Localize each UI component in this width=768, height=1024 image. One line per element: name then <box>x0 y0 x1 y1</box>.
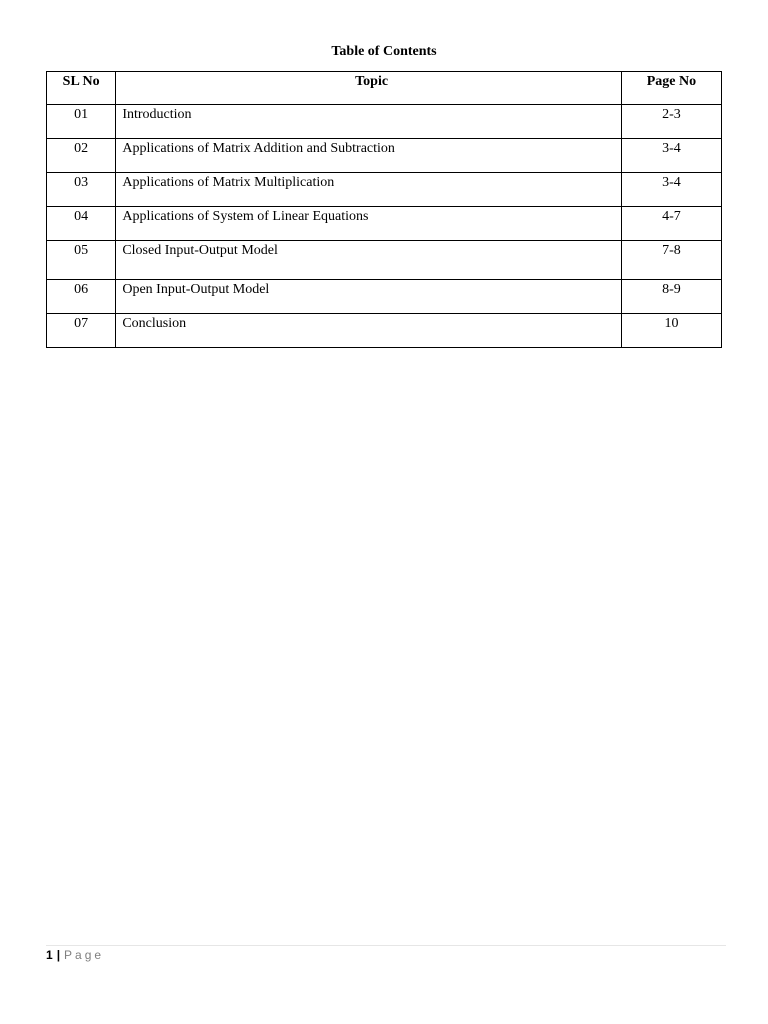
sl-no-cell: 06 <box>47 280 116 314</box>
page-no-cell: 8-9 <box>621 280 721 314</box>
topic-cell: Applications of Matrix Addition and Subtraction <box>116 139 622 173</box>
page-no-cell: 10 <box>621 314 721 348</box>
table-header-row <box>47 72 722 105</box>
topic-cell: Applications of System of Linear Equations <box>116 207 622 241</box>
sl-no-cell: 07 <box>47 314 116 348</box>
page-no-cell: 4-7 <box>621 207 721 241</box>
page-title: Table of Contents <box>331 44 437 59</box>
table-row <box>47 139 722 173</box>
table-row <box>47 105 722 139</box>
sl-no-cell: 01 <box>47 105 116 139</box>
topic-cell: Conclusion <box>116 314 622 348</box>
table-row <box>47 207 722 241</box>
sl-no-cell: 04 <box>47 207 116 241</box>
sl-no-cell: 03 <box>47 173 116 207</box>
sl-no-cell: 05 <box>47 241 116 280</box>
table-row <box>47 241 722 280</box>
footer-separator: | <box>56 948 61 962</box>
column-header-topic: Topic <box>116 72 622 105</box>
topic-cell: Closed Input-Output Model <box>116 241 622 280</box>
column-header-page-no: Page No <box>621 72 721 105</box>
page-no-cell: 3-4 <box>621 173 721 207</box>
page-no-cell: 2-3 <box>621 105 721 139</box>
column-header-sl-no: SL No <box>47 72 116 105</box>
topic-cell: Open Input-Output Model <box>116 280 622 314</box>
footer-page-number: 1 <box>46 948 53 962</box>
topic-cell: Applications of Matrix Multiplication <box>116 173 622 207</box>
page-no-cell: 7-8 <box>621 241 721 280</box>
footer-divider <box>46 945 726 946</box>
table-of-contents <box>46 71 722 348</box>
footer-page-label: Page <box>64 948 105 962</box>
page-no-cell: 3-4 <box>621 139 721 173</box>
table-row <box>47 173 722 207</box>
sl-no-cell: 02 <box>47 139 116 173</box>
table-row <box>47 314 722 348</box>
table-row <box>47 280 722 314</box>
topic-cell: Introduction <box>116 105 622 139</box>
page-footer <box>46 948 104 962</box>
